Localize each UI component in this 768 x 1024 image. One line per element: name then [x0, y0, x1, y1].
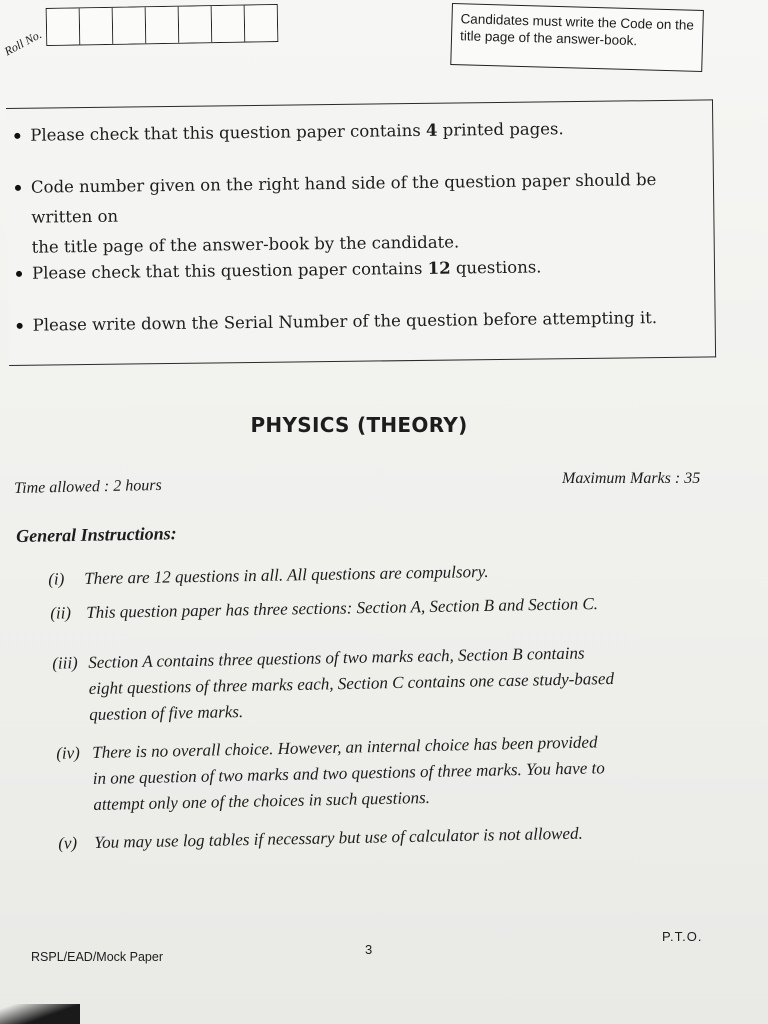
instructions-notice-box — [6, 99, 716, 366]
instruction-line: There is no overall choice. However, an internal choice has been provided — [92, 732, 598, 762]
instruction-number: (iv) — [56, 743, 81, 763]
instruction-number: (ii) — [50, 603, 72, 623]
bullet-icon — [17, 323, 23, 329]
roll-number-label: Roll No. — [2, 27, 44, 59]
notice-text: Please check that this question paper contains — [30, 120, 427, 145]
notice-item-pages — [30, 114, 564, 151]
notice-bold: 4 — [425, 120, 438, 140]
maximum-marks: Maximum Marks : 35 — [562, 470, 701, 487]
notice-bold: 12 — [427, 258, 451, 278]
roll-number-box — [80, 8, 114, 45]
instruction-line: attempt only one of the choices in such questions. — [93, 787, 431, 814]
code-notice-box — [450, 3, 704, 72]
please-turn-over: P.T.O. — [662, 929, 703, 944]
instruction-number: (iii) — [52, 653, 78, 673]
time-allowed: Time allowed : 2 hours — [14, 476, 162, 497]
code-notice-line: title page of the answer-book. — [459, 28, 638, 49]
instruction-line: You may use log tables if necessary but use of calculator is not allowed. — [94, 823, 583, 852]
roll-number-box — [47, 8, 81, 45]
instruction-line: question of five marks. — [89, 702, 244, 724]
notice-text: the title page of the answer-book by the candidate. — [31, 232, 460, 257]
paper-code-footer: RSPL/EAD/Mock Paper — [31, 950, 163, 964]
notice-item-serial — [32, 303, 657, 341]
instruction-line: Section A contains three questions of two marks each, Section B contains — [88, 643, 585, 672]
notice-item-questions — [32, 252, 542, 288]
instruction-line: eight questions of three marks each, Section C contains one case study-based — [88, 668, 615, 698]
code-notice-line: Candidates must write the Code on the — [460, 11, 695, 33]
instruction-number: (v) — [58, 833, 78, 853]
roll-number-box — [113, 7, 147, 44]
instruction-number: (i) — [48, 569, 65, 589]
roll-number-box — [212, 6, 246, 43]
instruction-line: in one question of two marks and two questions of three marks. You have to — [92, 758, 605, 788]
paper-title: PHYSICS (THEORY) — [250, 413, 468, 437]
notice-text: Code number given on the right hand side of the question paper should be written on — [30, 170, 657, 227]
notice-text: Please write down the Serial Number of the question before attempting it. — [32, 308, 658, 335]
notice-item-code — [31, 164, 714, 262]
instruction-line: This question paper has three sections: Section A, Section B and Section C. — [86, 594, 599, 622]
notice-text: printed pages. — [437, 119, 564, 140]
bullet-icon — [16, 271, 22, 277]
page-corner-shadow — [0, 1004, 80, 1024]
roll-number-box — [179, 6, 213, 43]
instruction-line: There are 12 questions in all. All questions are compulsory. — [84, 561, 489, 588]
bullet-icon — [14, 133, 20, 139]
notice-text: questions. — [450, 257, 542, 278]
roll-number-boxes — [46, 4, 279, 46]
general-instructions-heading: General Instructions: — [16, 523, 177, 546]
page-number: 3 — [365, 942, 373, 957]
instruction-item — [56, 729, 606, 818]
instruction-item — [52, 640, 615, 728]
notice-text: Please check that this question paper contains — [31, 258, 428, 283]
roll-number-box — [146, 7, 180, 44]
roll-number-box — [245, 5, 278, 42]
bullet-icon — [15, 185, 21, 191]
